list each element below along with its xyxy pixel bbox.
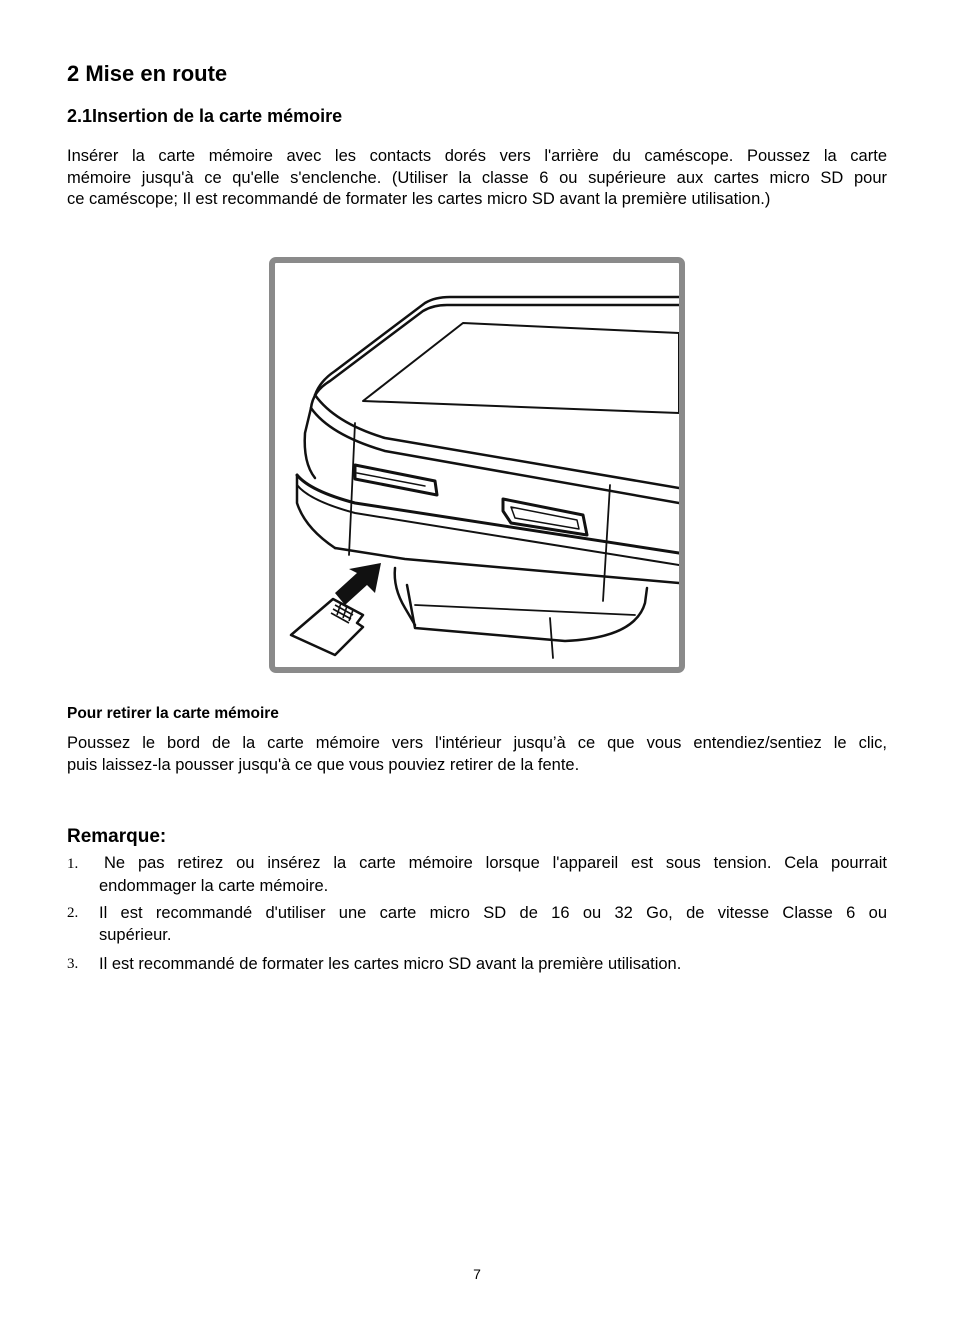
note-number: 1. [67, 856, 79, 872]
intro-line: Insérer la carte mémoire avec les contacts dorés vers l'arrière du caméscope. Poussez la carte [67, 147, 887, 165]
remove-line: puis laissez-la pousser jusqu'à ce que vous pouviez retirer de la fente. [67, 755, 580, 774]
note-line: Il est recommandé de formater les cartes micro SD avant la première utilisation. [99, 955, 682, 973]
note-item [67, 953, 887, 975]
remove-line: Poussez le bord de la carte mémoire vers l'intérieur jusqu’à ce que vous entendiez/sentiez le clic, [67, 734, 887, 752]
page-number: 7 [473, 1266, 481, 1282]
note-number: 3. [67, 956, 79, 972]
remove-card-title: Pour retirer la carte mémoire [67, 705, 279, 722]
note-item [67, 902, 887, 946]
camcorder-base-line [335, 548, 679, 583]
camcorder-seam [349, 423, 355, 555]
camcorder-top-edge-inner [311, 305, 679, 408]
camcorder-screen [363, 323, 679, 413]
note-item [67, 852, 887, 897]
section-title: 2 Mise en route [67, 61, 228, 86]
intro-line: ce caméscope; Il est recommandé de formater les cartes micro SD avant la première utilisation.) [67, 190, 771, 208]
note-line: supérieur. [99, 926, 172, 944]
mount-seam [550, 618, 553, 658]
mount-band [415, 605, 635, 615]
hdmi-port [503, 499, 587, 535]
camcorder-drawing [275, 263, 679, 667]
memory-card-insertion-illustration [269, 257, 685, 673]
notes-title: Remarque: [67, 826, 167, 847]
camcorder-top-edge [315, 297, 679, 395]
note-line: endommager la carte mémoire. [99, 877, 329, 895]
camcorder-left-face [305, 408, 315, 478]
sd-card-slot-inner [357, 473, 425, 486]
insert-arrow-icon [335, 563, 381, 605]
camcorder-bezel-line [315, 395, 679, 488]
camcorder-left-base [297, 475, 335, 548]
note-line: Ne pas retirez ou insérez la carte mémoire lorsque l'appareil est sous tension. Cela pourrait [103, 854, 888, 872]
intro-line: mémoire jusqu'à ce qu'elle s'enclenche. (Utiliser la classe 6 ou supérieure aux cartes micro SD pour [67, 168, 887, 187]
intro-paragraph [67, 146, 887, 211]
camcorder-trim-line [297, 475, 679, 553]
note-line: Il est recommandé d'utiliser une carte micro SD de 16 ou 32 Go, de vitesse Classe 6 ou [99, 904, 887, 922]
mount-base [407, 585, 647, 641]
note-number: 2. [67, 905, 79, 921]
subsection-title: 2.1Insertion de la carte mémoire [67, 106, 343, 126]
remove-card-paragraph [67, 733, 887, 776]
micro-sd-card-icon [291, 599, 363, 655]
